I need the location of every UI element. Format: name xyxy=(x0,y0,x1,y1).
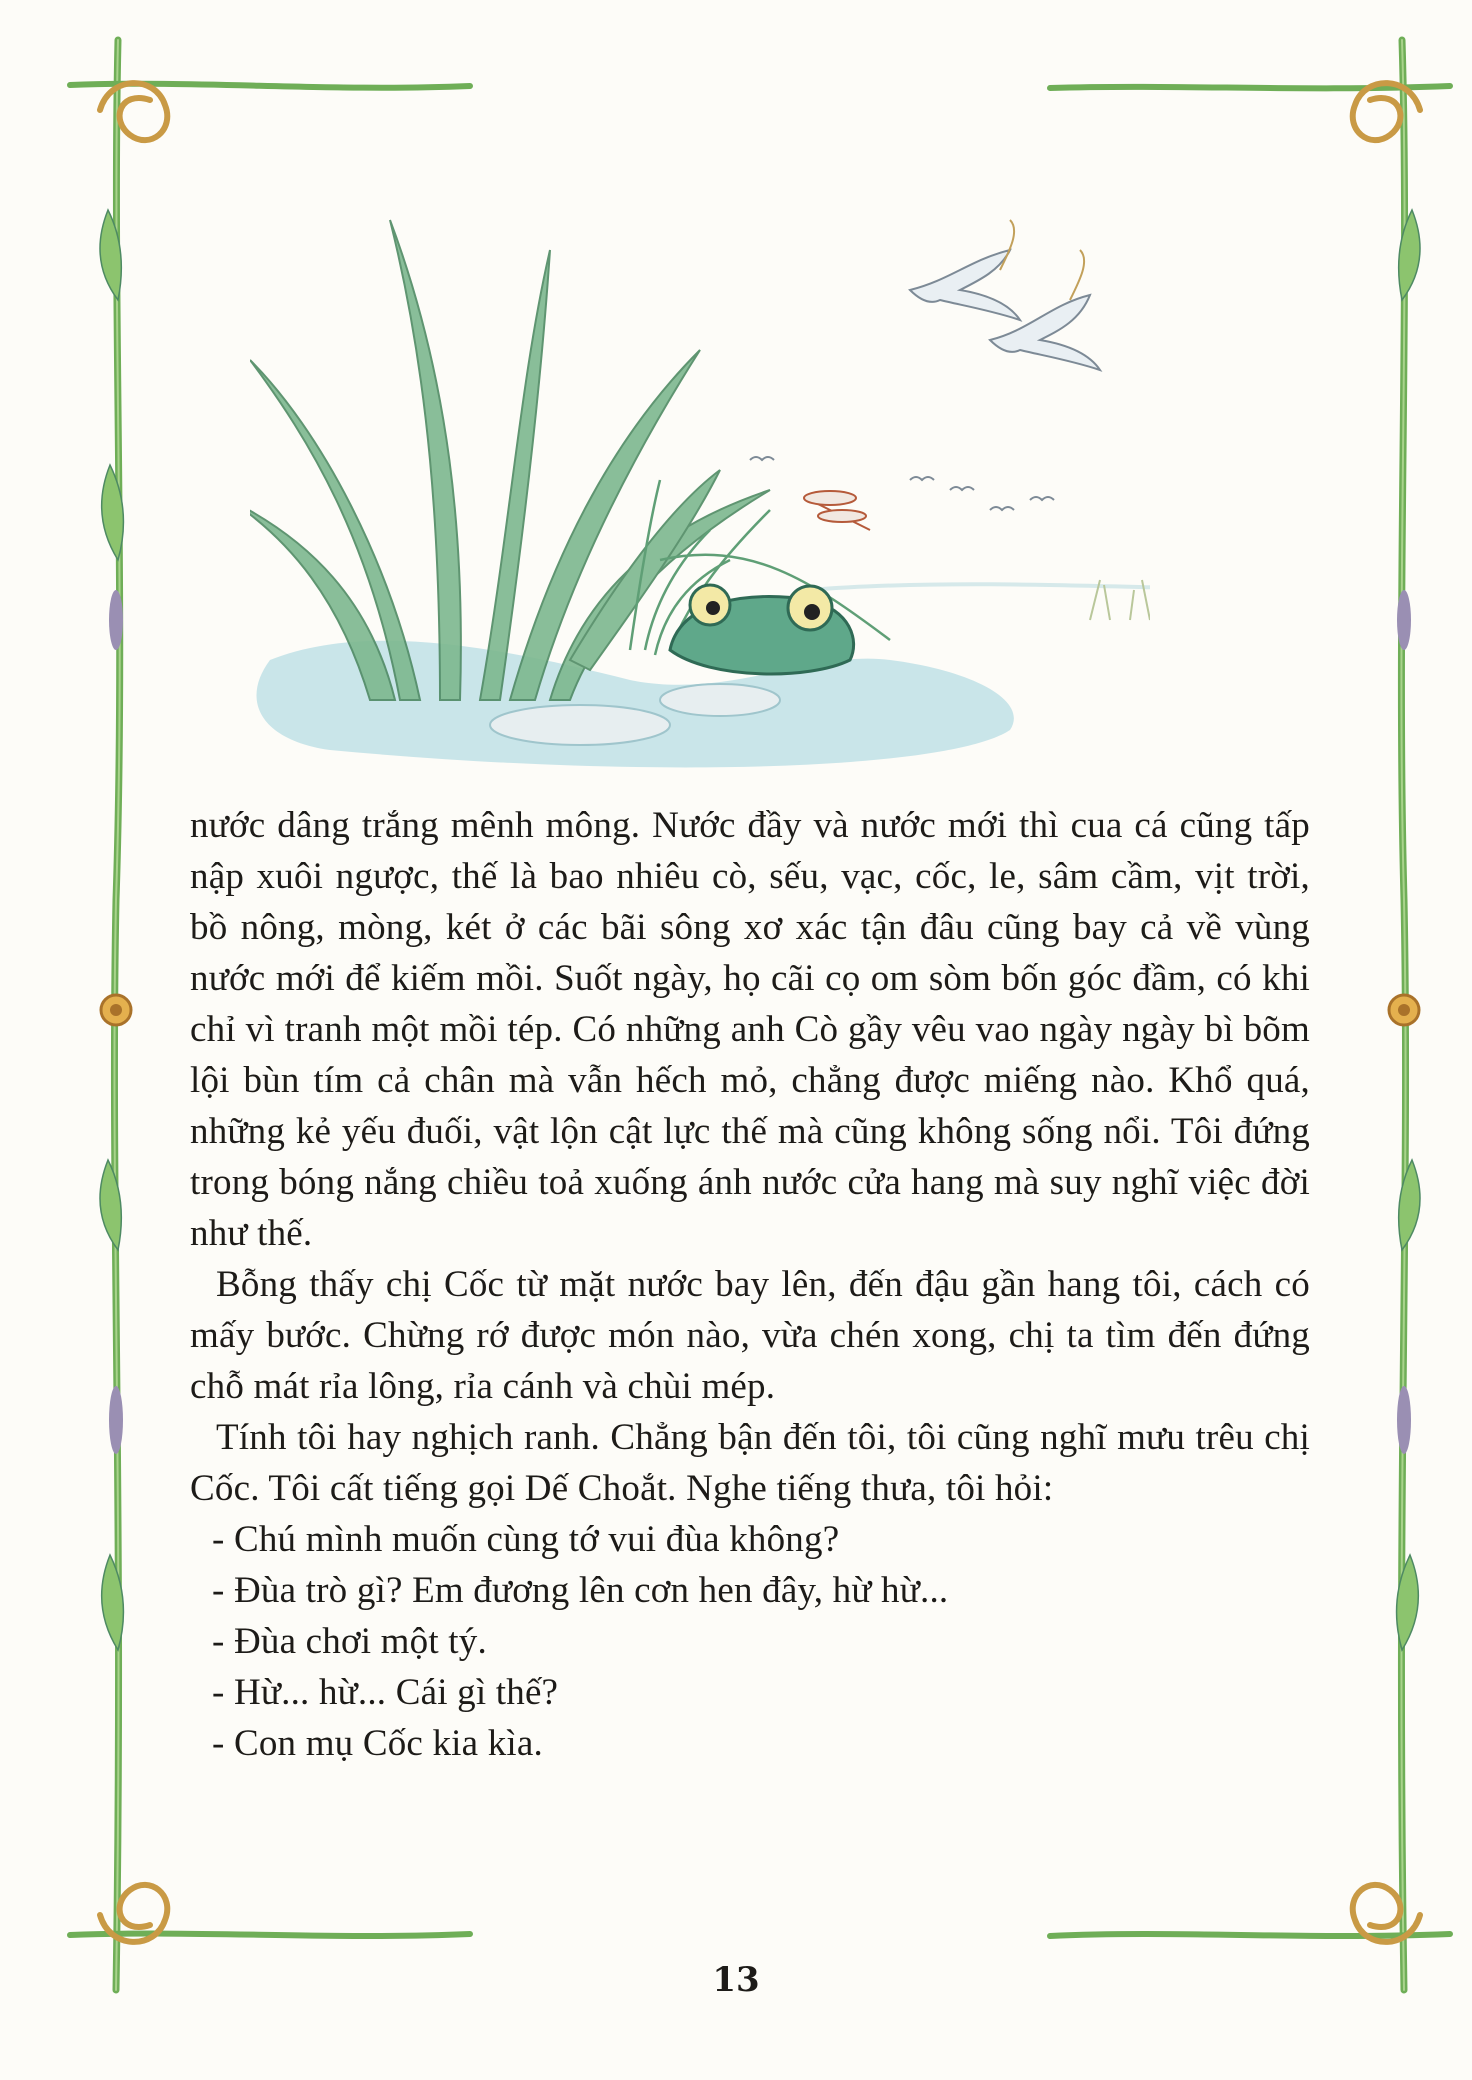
paragraph: Bỗng thấy chị Cốc từ mặt nước bay lên, đến đậu gần hang tôi, cách có mấy bước. Chừng rớ được món nào, vừa chén xong, chị ta tìm đến đứng chỗ mát rỉa lông, rỉa cánh và chùi mép. xyxy=(190,1264,1310,1407)
paragraph: Tính tôi hay nghịch ranh. Chẳng bận đến tôi, tôi cũng nghĩ mưu trêu chị Cốc. Tôi cất tiếng gọi Dế Choắt. Nghe tiếng thưa, tôi hỏi: xyxy=(190,1417,1310,1509)
body-text xyxy=(190,800,1310,1769)
dialogue-line: - Đùa trò gì? Em đương lên cơn hen đây, hừ hừ... xyxy=(212,1570,949,1611)
frog xyxy=(670,585,854,674)
dialogue-line: - Hừ... hừ... Cái gì thế? xyxy=(212,1672,559,1713)
frog-reeds-illustration xyxy=(250,180,1150,770)
storks xyxy=(910,220,1100,370)
dragonfly xyxy=(804,491,870,530)
paragraph: nước dâng trắng mênh mông. Nước đầy và nước mới thì cua cá cũng tấp nập xuôi ngược, thế là bao nhiêu cò, sếu, vạc, cốc, le, sâm cầm, vịt trời, bồ nông, mòng, két ở các bãi sông xơ xác tận đâu cũng bay cả về vùng nước mới để kiếm mồi. Suốt ngày, họ cãi cọ om sòm bốn góc đầm, có khi chỉ vì tranh một mồi tép. Có những anh Cò gầy vêu vao ngày ngày bì bõm lội bùn tím cả chân mà vẫn hếch mỏ, chẳng được miếng nào. Khổ quá, những kẻ yếu đuối, vật lộn cật lực thế mà cũng không sống nổi. Tôi đứng trong bóng nắng chiều toả xuống ánh nước cửa hang mà suy nghĩ việc đời như thế. xyxy=(190,805,1310,1254)
dialogue-line: - Chú mình muốn cùng tớ vui đùa không? xyxy=(212,1519,840,1560)
page-number: 13 xyxy=(712,1960,760,2000)
dialogue-line: - Đùa chơi một tý. xyxy=(212,1621,487,1662)
dialogue-line: - Con mụ Cốc kia kìa. xyxy=(212,1723,543,1764)
